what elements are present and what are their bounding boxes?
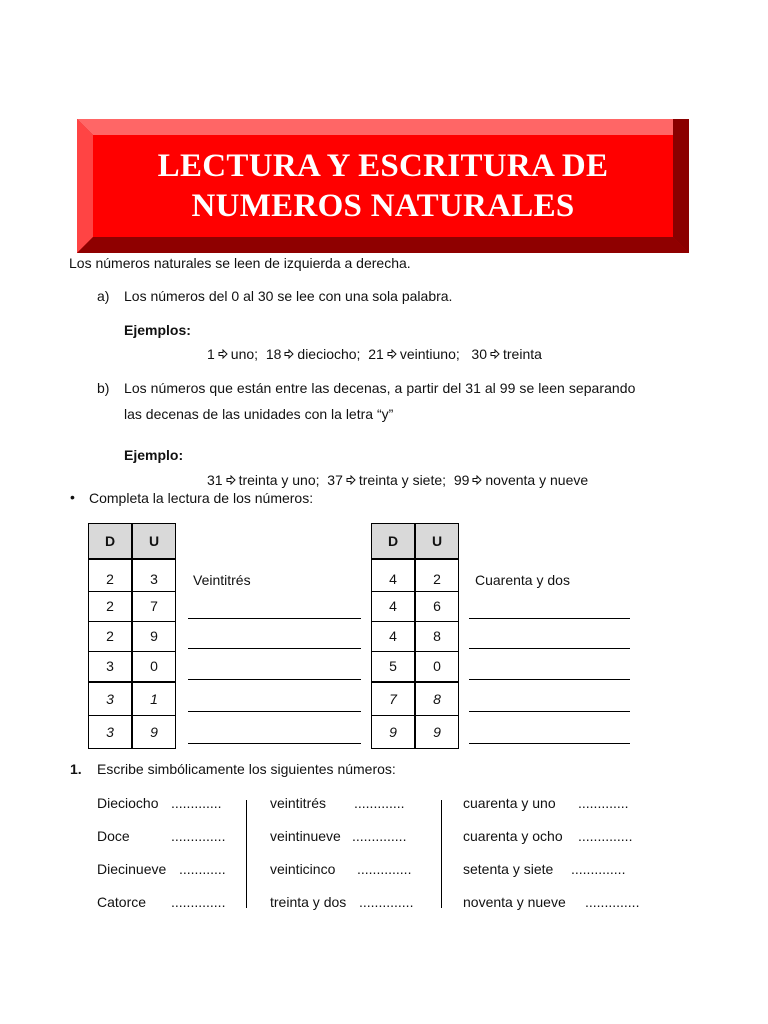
exercise-dots[interactable]: .............. (352, 828, 407, 844)
title-line-1: LECTURA Y ESCRITURA DE (157, 148, 609, 184)
answer-line[interactable] (188, 648, 361, 649)
arrow-right-icon (346, 475, 356, 485)
column-divider (441, 800, 442, 908)
exercise-dots[interactable]: ............ (179, 861, 226, 877)
examples-a-label: Ejemplos: (124, 322, 191, 338)
example-number: 30 (471, 346, 487, 362)
arrow-right-icon (218, 349, 228, 359)
table-cell: 0 (132, 651, 176, 682)
table-header: D (372, 524, 416, 560)
arrow-right-icon (472, 475, 482, 485)
table-cell: 9 (415, 715, 459, 748)
example-number: 18 (265, 346, 282, 362)
table-header: U (132, 524, 176, 560)
example-number: 99 (453, 472, 470, 488)
exercise-dots[interactable]: .............. (578, 828, 633, 844)
exercise-dots[interactable]: .............. (585, 894, 640, 910)
rule-a-text: Los números del 0 al 30 se lee con una sola palabra. (124, 288, 453, 304)
examples-b-label: Ejemplo: (124, 447, 184, 463)
answer-example-right: Cuarenta y dos (475, 572, 570, 588)
answer-line[interactable] (188, 618, 361, 619)
du-table-left (88, 523, 176, 749)
exercise-word: veinticinco (270, 861, 336, 877)
arrow-right-icon (490, 349, 500, 359)
table-cell: 5 (372, 651, 416, 682)
exercise-dots[interactable]: ............. (354, 795, 405, 811)
exercise-number: 1. (70, 761, 82, 777)
rule-a-marker: a) (97, 288, 110, 304)
example-number: 31 (207, 472, 223, 488)
table-cell: 2 (89, 591, 133, 621)
exercise-word: veintinueve (270, 828, 341, 844)
table-cell: 8 (415, 682, 459, 716)
example-number: 21 (368, 346, 384, 362)
table-cell: 3 (89, 715, 133, 748)
exercise-word: Catorce (97, 894, 147, 910)
table-header: D (89, 524, 133, 560)
table-cell: 4 (372, 591, 416, 621)
answer-line[interactable] (469, 618, 630, 619)
rule-b-line-1: Los números que están entre las decenas, a partir del 31 al 99 se leen separando (124, 380, 636, 396)
answer-example-left: Veintitrés (193, 572, 251, 588)
table-cell: 1 (132, 682, 176, 716)
table-cell: 3 (89, 682, 133, 716)
example-word: treinta y uno; (238, 472, 320, 488)
intro-text: Los números naturales se leen de izquierda a derecha. (69, 255, 411, 271)
bullet-text: Completa la lectura de los números: (89, 490, 314, 506)
arrow-right-icon (387, 349, 397, 359)
table-cell: 2 (89, 621, 133, 651)
example-word: treinta y siete; (358, 472, 447, 488)
rule-b-line-2: las decenas de las unidades con la letra “y” (124, 406, 394, 422)
example-word: noventa y nueve (485, 472, 589, 488)
examples-b-line (207, 472, 588, 488)
exercise-word: setenta y siete (463, 861, 554, 877)
answer-line[interactable] (469, 711, 630, 712)
exercise-word: cuarenta y ocho (463, 828, 563, 844)
example-word: dieciocho; (297, 346, 361, 362)
table-cell: 8 (415, 621, 459, 651)
answer-line[interactable] (188, 711, 361, 712)
table-cell: 2 (415, 559, 459, 591)
answer-line[interactable] (469, 648, 630, 649)
table-cell: 9 (372, 715, 416, 748)
answer-line[interactable] (469, 743, 630, 744)
exercise-dots[interactable]: .............. (171, 894, 226, 910)
exercise-word: Doce (97, 828, 130, 844)
table-cell: 3 (132, 559, 176, 591)
examples-a-line (207, 346, 542, 362)
table-cell: 4 (372, 621, 416, 651)
exercise-dots[interactable]: .............. (359, 894, 414, 910)
exercise-dots[interactable]: ............. (578, 795, 629, 811)
bullet-symbol: • (70, 489, 75, 505)
exercise-dots[interactable]: .............. (357, 861, 412, 877)
du-table-right (371, 523, 459, 749)
arrow-right-icon (284, 349, 294, 359)
exercise-word: Dieciocho (97, 795, 159, 811)
arrow-right-icon (226, 475, 236, 485)
table-header: U (415, 524, 459, 560)
exercise-word: Diecinueve (97, 861, 167, 877)
example-word: uno; (230, 346, 259, 362)
answer-line[interactable] (188, 679, 361, 680)
exercise-word: cuarenta y uno (463, 795, 556, 811)
table-cell: 3 (89, 651, 133, 682)
exercise-dots[interactable]: .............. (171, 828, 226, 844)
title-line-2: NUMEROS NATURALES (191, 188, 575, 224)
example-number: 1 (207, 346, 215, 362)
exercise-dots[interactable]: .............. (571, 861, 626, 877)
answer-line[interactable] (469, 679, 630, 680)
exercise-word: treinta y dos (270, 894, 347, 910)
exercise-dots[interactable]: ............. (171, 795, 222, 811)
table-cell: 0 (415, 651, 459, 682)
rule-b-marker: b) (97, 380, 110, 396)
example-word: treinta (503, 346, 542, 362)
table-cell: 4 (372, 559, 416, 591)
table-cell: 2 (89, 559, 133, 591)
example-number: 37 (327, 472, 343, 488)
answer-line[interactable] (188, 743, 361, 744)
exercise-word: noventa y nueve (463, 894, 566, 910)
title-banner (77, 119, 689, 253)
exercise-word: veintitrés (270, 795, 327, 811)
table-cell: 7 (372, 682, 416, 716)
table-cell: 7 (132, 591, 176, 621)
column-divider (246, 800, 247, 908)
table-cell: 9 (132, 715, 176, 748)
table-cell: 6 (415, 591, 459, 621)
table-cell: 9 (132, 621, 176, 651)
example-word: veintiuno; (399, 346, 460, 362)
exercise-instruction: Escribe simbólicamente los siguientes números: (97, 761, 396, 777)
